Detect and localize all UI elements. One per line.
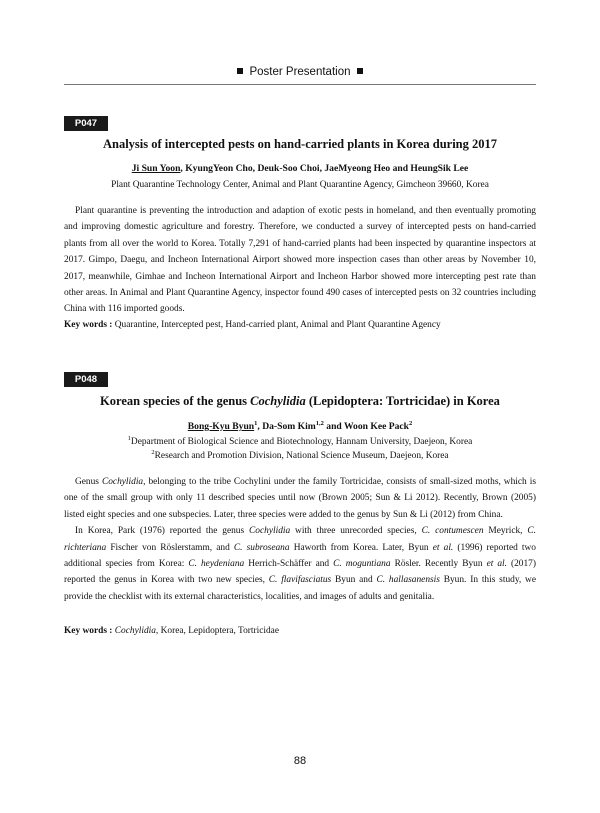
- abstract-paragraph: Genus Cochylidia, belonging to the tribe Cochylini under the family Tortricidae, consists of small-sized moths, which is one of the small group with only 11 described species until now (Brown 2005; Sun & Li 2012). Recently, Brown (2005) listed eight species and one subspecies. Later, three species were added to the genus by Sun & Li (2012) from China.: [64, 477, 536, 520]
- poster-authors: [64, 421, 536, 432]
- author-sup: 1,2: [315, 419, 324, 427]
- author-sup: 1: [254, 419, 258, 427]
- poster-id-badge: P047: [64, 116, 108, 131]
- poster-affiliation: Plant Quarantine Technology Center, Animal and Plant Quarantine Agency, Gimcheon 39660, Korea: [111, 180, 489, 190]
- presenting-author: Bong-Kyu Byun: [187, 421, 255, 432]
- keywords-text: , Korea, Lepidoptera, Tortricidae: [155, 626, 279, 636]
- poster-id-badge: P048: [64, 372, 108, 387]
- page-number: 88: [293, 755, 307, 767]
- keywords-italic: Cochylidia: [114, 626, 156, 636]
- affil-text: Department of Biological Science and Biotechnology, Hannam University, Daejeon, Korea: [130, 437, 473, 447]
- poster-keywords: [64, 320, 536, 330]
- coauthor: , Da-Som Kim: [257, 421, 316, 432]
- keywords-label: Key words :: [64, 320, 113, 330]
- abstract-paragraph: In Korea, Park (1976) reported the genus Cochylidia with three unrecorded species, C. contumescen Meyrick, C. richteriana Fischer von Röslerstamm, and C. subroseana Haworth from Korea. Later, Byun et al. (1996) reported two additional species from Korea: C. heydeniana Herrich-Schäffer and C. moguntiana Rösler. Recently Byun et al. (2017) reported the genus in Korea with two new species, C. flavifasciatus Byun and C. hallasanensis Byun. In this study, we provide the checklist with its external characteristics, localities, and images of adults and genitalia.: [64, 526, 537, 602]
- keywords-label: Key words :: [64, 626, 113, 636]
- coauthor: and Woon Kee Pack: [323, 421, 409, 432]
- poster-title: [64, 394, 536, 409]
- title-text: Korean species of the genus: [100, 394, 248, 408]
- affil-sup: 2: [151, 448, 155, 456]
- square-bullet-icon: [357, 68, 363, 74]
- poster-affiliation: [64, 448, 536, 461]
- title-text: (Lepidoptera: Tortricidae) in Korea: [308, 394, 500, 408]
- page-header: [0, 66, 600, 78]
- header-title: Poster Presentation: [249, 66, 351, 78]
- poster-keywords: [64, 626, 536, 636]
- poster-abstract: [64, 203, 536, 318]
- affil-text: Research and Promotion Division, National Science Museum, Daejeon, Korea: [154, 451, 449, 461]
- abstract-paragraph: Plant quarantine is preventing the introduction and adaption of exotic pests in homeland, and then eventually promoting and improving domestic agriculture and forestry. Therefore, we conducted a survey of intercepted pests on hand-carried plants from all over the world to Korea. Totally 7,291 of hand-carried plants had been inspected by quarantine inspectors at 2017. Gimpo, Daegu, and Incheon International Airport showed more inspection cases than other areas by November 10, 2017, meanwhile, Gimhae and Incheon International Airport and Incheon Harbor showed more intercepting pest rate than other areas. In Animal and Plant Quarantine Agency, inspector found 490 cases of intercepted pests on 32 countries including China with 116 imported goods.: [64, 206, 536, 315]
- square-bullet-icon: [237, 68, 243, 74]
- poster-authors: [64, 163, 536, 174]
- title-genus: Cochylidia: [250, 394, 306, 408]
- presenting-author: Ji Sun Yoon: [131, 163, 181, 174]
- poster-abstract: [64, 474, 536, 605]
- keywords-text: Quarantine, Intercepted pest, Hand-carried plant, Animal and Plant Quarantine Agency: [114, 320, 441, 330]
- author-sup: 2: [409, 419, 413, 427]
- poster-affiliation: [64, 434, 536, 447]
- poster-title: Analysis of intercepted pests on hand-carried plants in Korea during 2017: [102, 137, 497, 151]
- affil-sup: 1: [127, 434, 131, 442]
- coauthors: , KyungYeon Cho, Deuk-Soo Choi, JaeMyeong Heo and HeungSik Lee: [180, 163, 469, 174]
- header-divider: [64, 84, 536, 85]
